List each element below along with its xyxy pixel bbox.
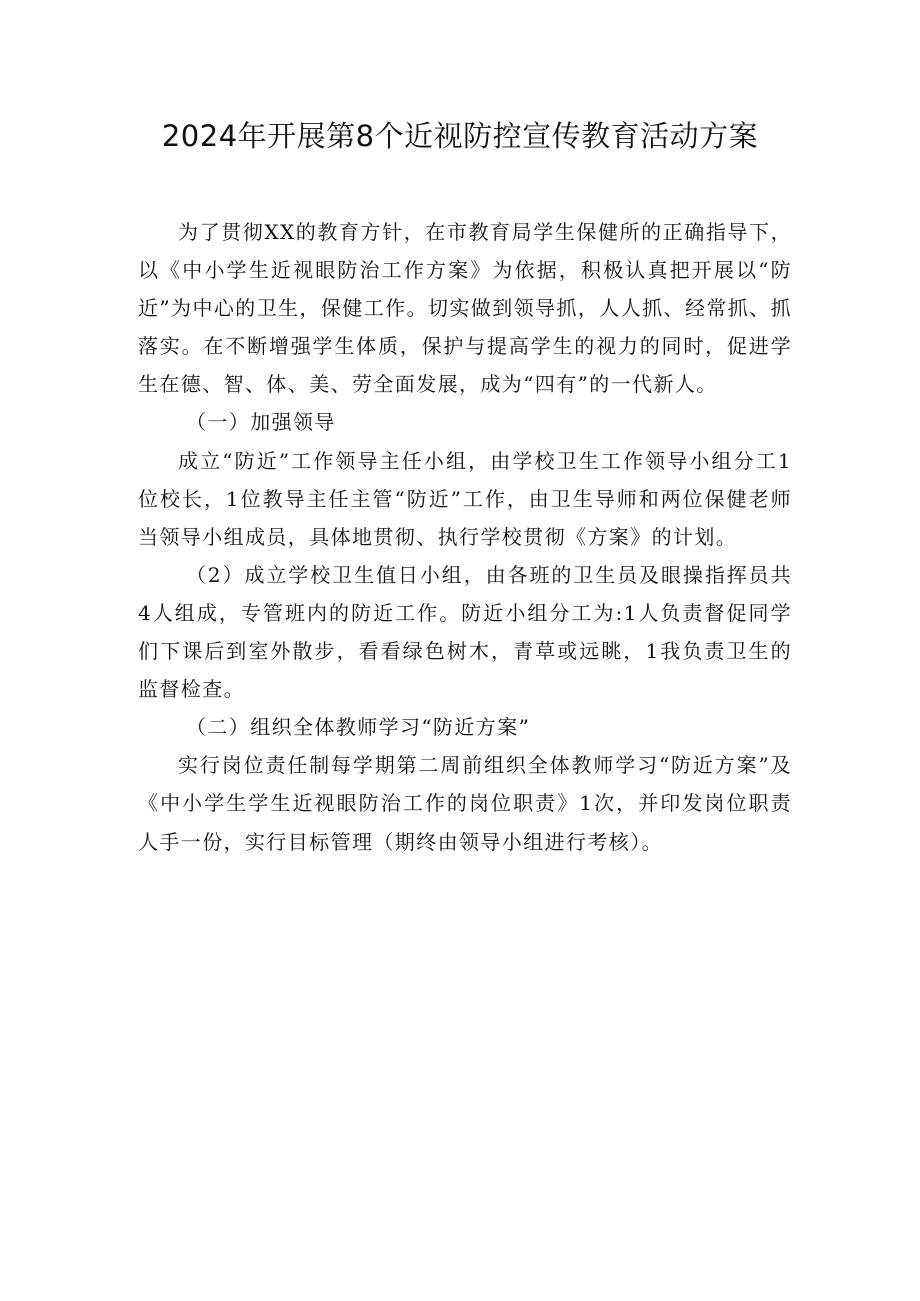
leadership-paragraph: 成立“防近”工作领导主任小组，由学校卫生工作领导小组分工1位校长，1位教导主任主管“防近”工作，由卫生导师和两位保健老师当领导小组成员，具体地贯彻、执行学校贯彻《方案》的计划。 [138,448,792,549]
document-body [138,213,792,861]
section-heading-leadership: （一）加强领导 [186,410,336,435]
duty-group-paragraph: （2）成立学校卫生值日小组，由各班的卫生员及眼操指挥员共4人组成，专管班内的防近工作。防近小组分工为:1人负责督促同学们下课后到室外散步，看看绿色树木，青草或远眺，1我负责卫生的监督检查。 [138,562,792,702]
section-heading-teacher-study: （二）组织全体教师学习“防近方案” [186,715,531,740]
intro-paragraph: 为了贯彻XX的教育方针，在市教育局学生保健所的正确指导下，以《中小学生近视眼防治工作方案》为依据，积极认真把开展以“防近”为中心的卫生，保健工作。切实做到领导抓，人人抓、经常抓、抓落实。在不断增强学生体质，保护与提高学生的视力的同时，促进学生在德、智、体、美、劳全面发展，成为“四有”的一代新人。 [138,220,792,397]
document-title: 2024年开展第8个近视防控宣传教育活动方案 [161,119,759,153]
teacher-study-paragraph: 实行岗位责任制每学期第二周前组织全体教师学习“防近方案”及《中小学生学生近视眼防治工作的岗位职责》1次，并印发岗位职责人手一份，实行目标管理（期终由领导小组进行考核）。 [138,753,792,854]
